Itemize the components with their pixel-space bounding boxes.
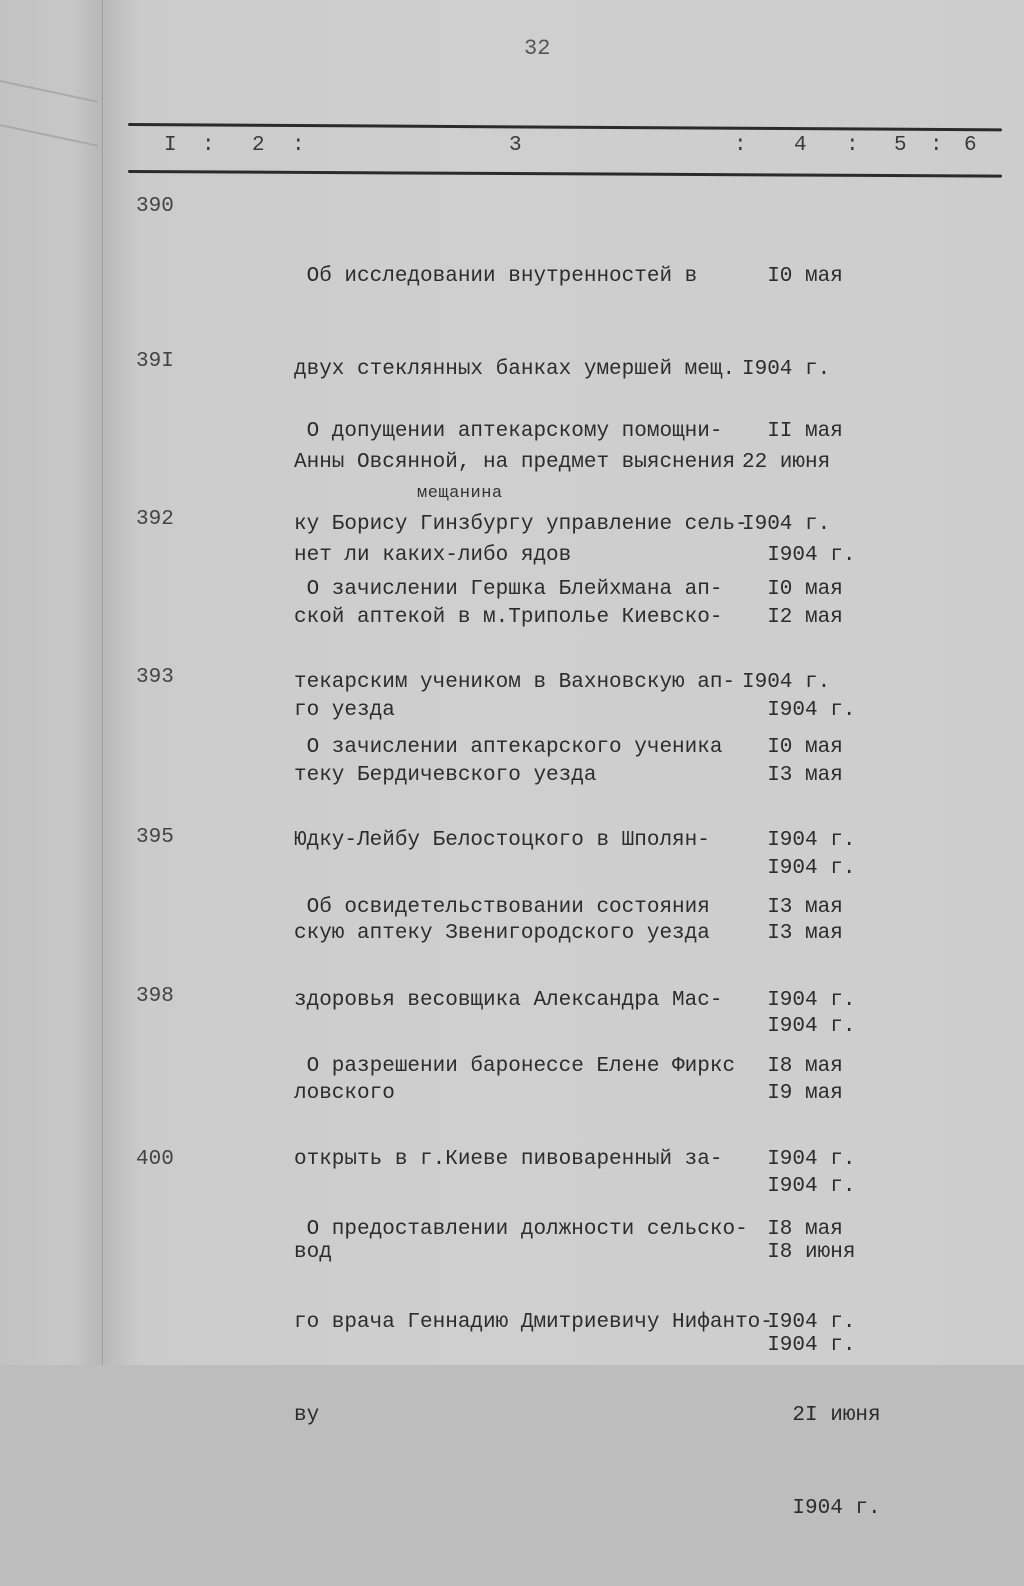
table-header-rule-bottom	[128, 170, 1002, 178]
date-line: 2I июня	[742, 1404, 881, 1427]
date-line: I8 июня	[742, 1241, 856, 1264]
description-line: О разрешении баронессе Елене Фиркс	[294, 1055, 736, 1078]
date-line: I3 мая	[742, 922, 843, 945]
date-line: I904 г.	[742, 1311, 856, 1334]
date-line: I904 г.	[742, 1497, 881, 1520]
description-line: ской аптекой в м.Триполье Киевско-	[294, 606, 723, 629]
date-line: II мая	[742, 420, 843, 443]
description-line: О предоставлении должности сельско-	[294, 1218, 748, 1241]
date-line: I904 г.	[742, 857, 856, 880]
entry-number: 390	[136, 195, 174, 218]
entry-number: 398	[136, 985, 174, 1008]
date-line: I904 г.	[742, 358, 831, 381]
column-separator: :	[846, 134, 859, 157]
entry-dates	[742, 1152, 881, 1586]
date-line: I904 г.	[742, 671, 831, 694]
date-line: I8 мая	[742, 1218, 843, 1241]
column-header-5: 5	[894, 134, 907, 157]
date-line: I0 мая	[742, 578, 843, 601]
description-line: О допущении аптекарскому помощни-	[294, 420, 723, 443]
facing-page-edge	[0, 0, 103, 1365]
description-line: Юдку-Лейбу Белостоцкого в Шполян-	[294, 829, 710, 852]
description-line: ву	[294, 1404, 320, 1427]
entry-number: 393	[136, 666, 174, 689]
column-separator: :	[202, 134, 215, 157]
bleed-through-rule	[0, 80, 98, 103]
column-header-2: 2	[252, 134, 265, 157]
entry-number: 392	[136, 508, 174, 531]
column-header-6: 6	[964, 134, 977, 157]
description-line: здоровья весовщика Александра Мас-	[294, 989, 723, 1012]
date-line: I904 г.	[742, 989, 856, 1012]
page-number: 32	[524, 36, 551, 61]
description-line: го уезда	[294, 699, 395, 722]
description-line: ку Борису Гинзбургу управление сель-	[294, 513, 748, 536]
description-line: скую аптеку Звенигородского уезда	[294, 922, 710, 945]
date-line: I904 г.	[742, 1148, 856, 1171]
description-line: го врача Геннадию Дмитриевичу Нифанто-	[294, 1311, 773, 1334]
description-line	[294, 1493, 754, 1524]
date-line: I2 мая	[742, 606, 843, 629]
column-header-4: 4	[794, 134, 807, 157]
column-header-1: I	[164, 134, 177, 157]
column-separator: :	[930, 134, 943, 157]
table-header-rule-top	[128, 123, 1002, 131]
date-line: I3 мая	[742, 764, 843, 787]
description-line: О зачислении аптекарского ученика	[294, 736, 723, 759]
bleed-through-rule	[0, 124, 98, 147]
date-line: I0 мая	[742, 265, 843, 288]
description-line: вод	[294, 1241, 332, 1264]
date-line: I9 мая	[742, 1082, 843, 1105]
date-line: I8 мая	[742, 1055, 843, 1078]
description-line: Об исследовании внутренностей в	[294, 265, 698, 288]
date-line: 22 июня	[742, 451, 831, 474]
document-page	[104, 0, 1024, 1520]
table-column-header	[104, 134, 1024, 164]
date-line: I904 г.	[742, 544, 856, 567]
entry-description	[294, 1152, 773, 1586]
handwritten-insertion: мещанина	[417, 484, 503, 503]
column-separator: :	[292, 134, 305, 157]
entry-number: 395	[136, 826, 174, 849]
entry-number: 400	[136, 1148, 174, 1171]
description-line: О зачислении Гершка Блейхмана ап-	[294, 578, 723, 601]
description-line: нет ли каких-либо ядов	[294, 544, 572, 567]
description-line: ловского	[294, 1082, 395, 1105]
entry-number: 39I	[136, 350, 174, 373]
date-line: I3 мая	[742, 896, 843, 919]
description-line: открыть в г.Киеве пивоваренный за-	[294, 1148, 723, 1171]
date-line: I0 мая	[742, 736, 843, 759]
date-line: I904 г.	[742, 1334, 856, 1357]
date-line: I904 г.	[742, 513, 831, 536]
description-line: двух стеклянных банках умершей мещ.	[294, 358, 736, 381]
date-line: I904 г.	[742, 829, 856, 852]
description-line: Анны Овсянной, на предмет выяснения	[294, 451, 736, 474]
date-line: I904 г.	[742, 1015, 856, 1038]
date-line: I904 г.	[742, 699, 856, 722]
date-line: I904 г.	[742, 1175, 856, 1198]
description-line: текарским учеником в Вахновскую ап-	[294, 671, 736, 694]
description-line: Об освидетельствовании состояния	[294, 896, 710, 919]
description-line: теку Бердичевского уезда	[294, 764, 597, 787]
column-separator: :	[734, 134, 747, 157]
column-header-3: 3	[509, 134, 522, 157]
